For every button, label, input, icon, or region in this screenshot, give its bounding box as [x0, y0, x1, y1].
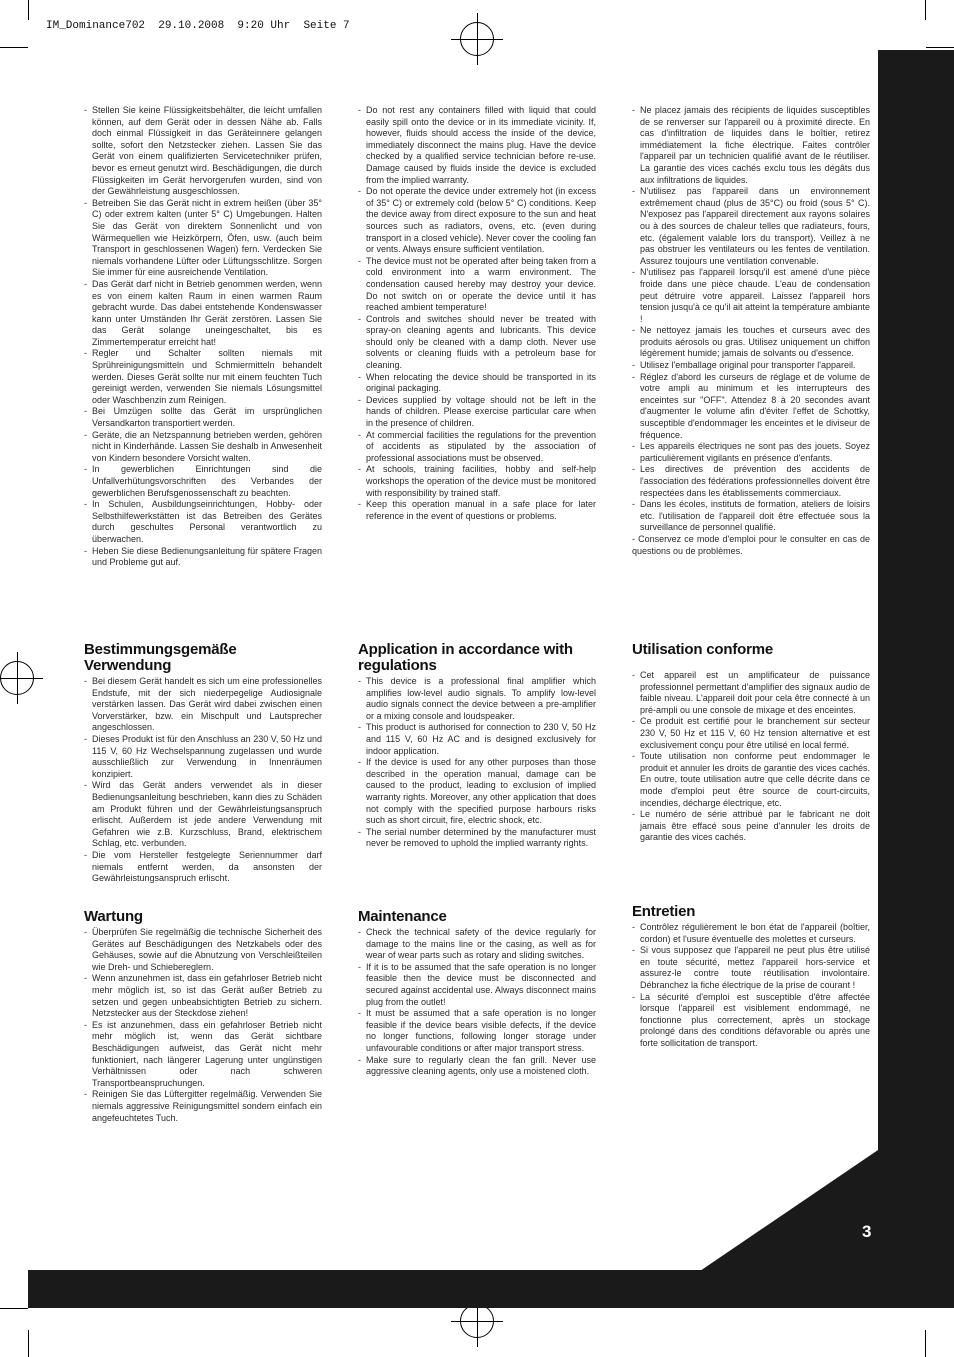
list-item: - Betreiben Sie das Gerät nicht in extrem heißen (über 35° C) oder extrem kalten (unter 5° C) Umgebungen. Halten Sie das Gerät von direktem Sonnenlicht und von Wärmequellen wie Heizkörpern, Öfen, usw. (auch beim Transport in geschlossenen Wagen) fern. Verdecken Sie niemals vorhandene Lüfter oder Lüftungsschlitze. Sorgen Sie immer für eine ausreichende Ventilation.	[84, 198, 322, 279]
crop-mark-top-right-v	[925, 0, 926, 20]
list-item: - Stellen Sie keine Flüssigkeitsbehälter, die leicht umfallen können, auf dem Gerät oder in dessen Nähe ab. Falls doch einmal Flüssigkeit in das Geräteinnere gelangen sollte, sofort den Netzstecker ziehen. Lassen Sie das Gerät von einem qualifizierten Servicetechniker prüfen, bevor es erneut genutzt wird. Beschädigungen, die durch Flüssigkeiten im Gerät hervorgerufen wurden, sind von der Gewährleistung ausgeschlossen.	[84, 105, 322, 198]
list-item: - Das Gerät darf nicht in Betrieb genommen werden, wenn es von einem kalten Raum in einen warmen Raum gebracht wurde. Das dabei entstehende Kondenswasser kann unter Umständen Ihr Gerät zerstören. Lassen Sie das Gerät solange uneingeschaltet, bis es Zimmertemperatur erreicht hat!	[84, 279, 322, 349]
list-item: - In Schulen, Ausbildungseinrichtungen, Hobby- oder Selbsthilfewerkstätten ist das Betreiben des Gerätes durch geschultes Personal verantwortlich zu überwachen.	[84, 499, 322, 545]
list-item: - Überprüfen Sie regelmäßig die technische Sicherheit des Gerätes auf Beschädigungen des Netzkabels oder des Gehäuses, sowie auf die Abnutzung von Verschleißteilen wie Dreh- und Schieberеglern.	[84, 927, 322, 973]
list-item: - Ce produit est certifié pour le branchement sur secteur 230 V, 50 Hz et 115 V, 60 Hz tension alternative et est exclusivement conçu pour être utilisé en local fermé.	[632, 716, 870, 751]
list-item: - When relocating the device should be transported in its original packaging.	[358, 372, 596, 395]
list-item: - This product is authorised for connection to 230 V, 50 Hz and 115 V, 60 Hz AC and is designed exclusively for indoor application.	[358, 722, 596, 757]
list-item: - At commercial facilities the regulations for the prevention of accidents as stipulated by the association of professional associations must be observed.	[358, 430, 596, 465]
list-item: - Ne placez jamais des récipients de liquides susceptibles de se renverser sur l'appareil ou à proximité directe. En cas d'infiltration de liquides dans le boîtier, retirez immédiatement la fiche électrique. Faites contrôler l'appareil par un technicien qualifié avant de le réutiliser. La garantie des vices cachés exclu tous les dégâts dus aux infiltrations de liquides.	[632, 105, 870, 186]
list-item: - Cet appareil est un amplificateur de puissance professionnel permettant d'amplifier des signaux audio de faible niveau. L'appareil doit pour cela être connecté à un pré-ampli ou une console de mixage et des enceintes.	[632, 670, 870, 716]
de-maintenance-section	[84, 909, 322, 1124]
list-item: - It must be assumed that a safe operation is no longer feasible if the device bears visible defects, if the device no longer functions, following longer storage under unfavourable conditions or after major transport stress.	[358, 1008, 596, 1054]
section-heading: Maintenance	[358, 908, 447, 925]
list-item: - Bei diesem Gerät handelt es sich um eine professionelles Endstufe, mit der sich niederpegelige Audiosignale verstärken lassen. Das Gerät wird dabei zwischen einen Vorverstärker, bzw. ein Mischpult und Lautsprecher angeschlossen.	[84, 676, 322, 734]
list-item: - Utilisez l'emballage original pour transporter l'appareil.	[632, 360, 870, 372]
list-item: - Wenn anzunehmen ist, dass ein gefahrloser Betrieb nicht mehr möglich ist, so ist das Gerät außer Betrieb zu setzen und gegen unbeabsichtigten Betrieb zu sichern. Netzstecker aus der Steckdose ziehen!	[84, 973, 322, 1019]
list-item: - Bei Umzügen sollte das Gerät im ursprünglichen Versandkarton transportiert werden.	[84, 406, 322, 429]
list-item: - Dans les écoles, instituts de formation, ateliers de loisirs etc. l'utilisation de l'appareil doit être effectuée sous la surveillance de personnel qualifié.	[632, 499, 870, 534]
list-item: - La sécurité d'emploi est susceptible d'être affectée lorsque l'appareil est visiblement endommagé, ne fonctionne plus correctement, après un stockage prolongé dans des conditions défavorable ou après une forte sollicitation de transport.	[632, 992, 870, 1050]
list-item: - Wird das Gerät anders verwendet als in dieser Bedienungsanleitung beschrieben, kann dies zu Schäden am Produkt führen und der Gewährleistungsanspruch erlischt. Außerdem ist jede andere Verwendung mit Gefahren wie z.B. Kurzschluss, Brand, elektrischem Schlag, etc. verbunden.	[84, 780, 322, 850]
section-heading: Bestimmungsgemäße Verwendung	[84, 641, 237, 674]
registration-mark-bottom	[460, 1304, 494, 1338]
list-item: - Reinigen Sie das Lüftergitter regelmäßig. Verwenden Sie niemals aggressive Reinigungsmittel sondern einfach ein angefeuchtetes Tuch.	[84, 1089, 322, 1124]
list-item: - Contrôlez régulièrement le bon état de l'appareil (boîtier, cordon) et l'usure éventuelle des molettes et curseurs.	[632, 922, 870, 945]
list-item: - If it is to be assumed that the safe operation is no longer feasible then the device must be disconnected and secured against accidental use. Always disconnect mains plug from the outlet!	[358, 962, 596, 1008]
closing-note: - Conservez ce mode d'emploi pour le consulter en cas de questions ou de problèmes.	[632, 533, 870, 556]
en-intro-section	[358, 105, 596, 522]
section-heading: Entretien	[632, 903, 696, 920]
list-item: - Controls and switches should never be treated with spray-on cleaning agents and lubricants. This device should only be cleaned with a damp cloth. Never use solvents or cleaning fluids with a petroleum base for cleaning.	[358, 314, 596, 372]
crop-mark-top-left-h	[0, 47, 28, 48]
fr-usage-section	[632, 642, 870, 844]
list-item: - Heben Sie diese Bedienungsanleitung für spätere Fragen und Probleme gut auf.	[84, 546, 322, 569]
list-item: - Ne nettoyez jamais les touches et curseurs avec des produits aérosols ou gras. Utilisez uniquement un chiffon légèrement humide; jamais de solvants ou d'essence.	[632, 325, 870, 360]
list-item: - Regler und Schalter sollten niemals mit Sprühreinigungsmitteln und Schmiermitteln behandelt werden. Dieses Gerät sollte nur mit einem feuchten Tuch gereinigt werden, verwenden Sie niemals Lösungsmittel oder Waschbenzin zum Reinigen.	[84, 348, 322, 406]
list-item: - At schools, training facilities, hobby and self-help workshops the operation of the device must be monitored with responsibility by trained staff.	[358, 464, 596, 499]
section-heading: Utilisation conforme	[632, 641, 774, 658]
registration-mark-top	[460, 22, 494, 56]
section-heading: Wartung	[84, 908, 143, 925]
list-item: - Es ist anzunehmen, dass ein gefahrloser Betrieb nicht mehr möglich ist, wenn das Gerät sichtbare Beschädigungen aufweist, das Gerät nicht mehr funktioniert, nach längerer Lagerung unter ungünstigen Verhältnissen oder nach schweren Transportbeanspruchungen.	[84, 1020, 322, 1090]
crop-mark-bottom-left-v	[28, 1330, 29, 1357]
list-item: - Die vom Hersteller festgelegte Seriennummer darf niemals entfernt werden, da ansonsten der Gewährleistungsanspruch erlischt.	[84, 850, 322, 885]
bottom-bar	[28, 1270, 954, 1308]
tab-diagonal-cut	[700, 1150, 878, 1271]
list-item: - Le numéro de série attribué par le fabricant ne doit jamais être effacé sous peine d'annuler les droits de garantie des vices cachés.	[632, 809, 870, 844]
en-maintenance-section	[358, 909, 596, 1078]
list-item: - Dieses Produkt ist für den Anschluss an 230 V, 50 Hz und 115 V, 60 Hz Wechselspannung zugelassen und wurde ausschließlich zur Verwendung in Innenräumen konzipiert.	[84, 734, 322, 780]
list-item: - Devices supplied by voltage should not be left in the hands of children. Please exercise particular care when in the presence of children.	[358, 395, 596, 430]
crop-mark-bottom-left-h	[0, 1308, 28, 1309]
de-usage-section	[84, 642, 322, 885]
list-item: - N'utilisez pas l'appareil lorsqu'il est amené d'une pièce froide dans une pièce chaude. L'eau de condensation peut détruire votre appareil. Laissez l'appareil hors tension jusqu'à ce qu'il ait atteint la température ambiante !	[632, 267, 870, 325]
list-item: - The device must not be operated after being taken from a cold environment into a warm environment. The condensation caused hereby may destroy your device. Do not switch on or operate the device until it has reached ambient temperature!	[358, 256, 596, 314]
list-item: - If the device is used for any other purposes than those described in the operation manual, damage can be caused to the product, leading to exclusion of implied warranty rights. Moreover, any other application that does not comply with the specified purpose harbours risks such as short circuit, fire, electric shock, etc.	[358, 757, 596, 827]
list-item: - Do not operate the device under extremely hot (in excess of 35° C) or extremely cold (below 5° C) conditions. Keep the device away from direct exposure to the sun and heat sources such as radiators, ovens, etc. (even during transport in a closed vehicle). Never cover the cooling fan or vents. Always ensure sufficient ventilation.	[358, 186, 596, 256]
list-item: - Do not rest any containers filled with liquid that could easily spill onto the device or in its immediate vicinity. If, however, fluids should access the inside of the device, immediately disconnect the mains plug. Have the device checked by a qualified service technician before re-use. Damage caused by fluids inside the device is excluded from the implied warranty.	[358, 105, 596, 186]
list-item: - Geräte, die an Netzspannung betrieben werden, gehören nicht in Kinderhände. Lassen Sie deshalb in Anwesenheit von Kindern besondere Vorsicht walten.	[84, 430, 322, 465]
registration-mark-left	[0, 661, 34, 695]
crop-mark-bottom-right-v	[925, 1330, 926, 1357]
list-item: - Toute utilisation non conforme peut endommager le produit et annuler les droits de garantie des vices cachés. En outre, toute utilisation autre que celle décrite dans ce mode d'emploi peut être source de court-circuits, incendies, décharge électrique, etc.	[632, 751, 870, 809]
list-item: - Check the technical safety of the device regularly for damage to the mains line or the casing, as well as for wear of wear parts such as rotary and sliding switches.	[358, 927, 596, 962]
side-tab	[878, 50, 954, 1270]
list-item: - This device is a professional final amplifier which amplifies low-level audio signals. To amplify low-level audio signals connect the device between a pre-amplifier or a mixing console and loudspeaker.	[358, 676, 596, 722]
list-item: - Make sure to regularly clean the fan grill. Never use aggressive cleaning agents, only use a moistened cloth.	[358, 1055, 596, 1078]
list-item: - Keep this operation manual in a safe place for later reference in the event of questions or problems.	[358, 499, 596, 522]
en-usage-section	[358, 642, 596, 850]
list-item: - Les appareils électriques ne sont pas des jouets. Soyez particulièrement vigilants en présence d'enfants.	[632, 441, 870, 464]
list-item: - Les directives de prévention des accidents de l'association des fédérations professionnelles doivent être respectées dans les établissements commerciaux.	[632, 464, 870, 499]
list-item: - The serial number determined by the manufacturer must never be removed to uphold the implied warranty rights.	[358, 827, 596, 850]
de-intro-section	[84, 105, 322, 569]
section-heading: Application in accordance with regulations	[358, 641, 573, 674]
crop-mark-top-left-v	[28, 0, 29, 20]
list-item: - Si vous supposez que l'appareil ne peut plus être utilisé en toute sécurité, mettez l'appareil hors-service et assurez-le contre toute réutilisation involontaire. Débranchez la fiche électrique de la prise de courant !	[632, 945, 870, 991]
tab-diagonal-shape	[700, 1150, 878, 1271]
list-item: - Réglez d'abord les curseurs de réglage et de volume de votre ampli au minimum et les interrupteurs des enceintes sur "OFF". Attendez 8 à 20 secondes avant d'augmenter le volume afin d'éviter l'effet de Schottky, susceptible d'endommager les enceintes et le diviseur de fréquence.	[632, 372, 870, 442]
list-item: - In gewerblichen Einrichtungen sind die Unfallverhütungsvorschriften des Verbandes der gewerblichen Berufsgenossenschaft zu beachten.	[84, 464, 322, 499]
page-number: 3	[862, 1222, 872, 1241]
fr-maintenance-section	[632, 904, 870, 1050]
crop-mark-top-right-h	[926, 47, 954, 48]
list-item: - N'utilisez pas l'appareil dans un environnement extrêmement chaud (plus de 35°C) ou froid (sous 5° C). N'exposez pas l'appareil directement aux rayons solaires ou à des sources de chaleur telles que radiateurs, fours, etc. (également valable lors du transport). Veillez à ne pas obstruer les ventilateurs ou les fentes de ventilation. Assurez toujours une ventilation convenable.	[632, 186, 870, 267]
print-slug: IM_Dominance702 29.10.2008 9:20 Uhr Seite 7	[46, 20, 350, 32]
fr-intro-section	[632, 105, 870, 557]
